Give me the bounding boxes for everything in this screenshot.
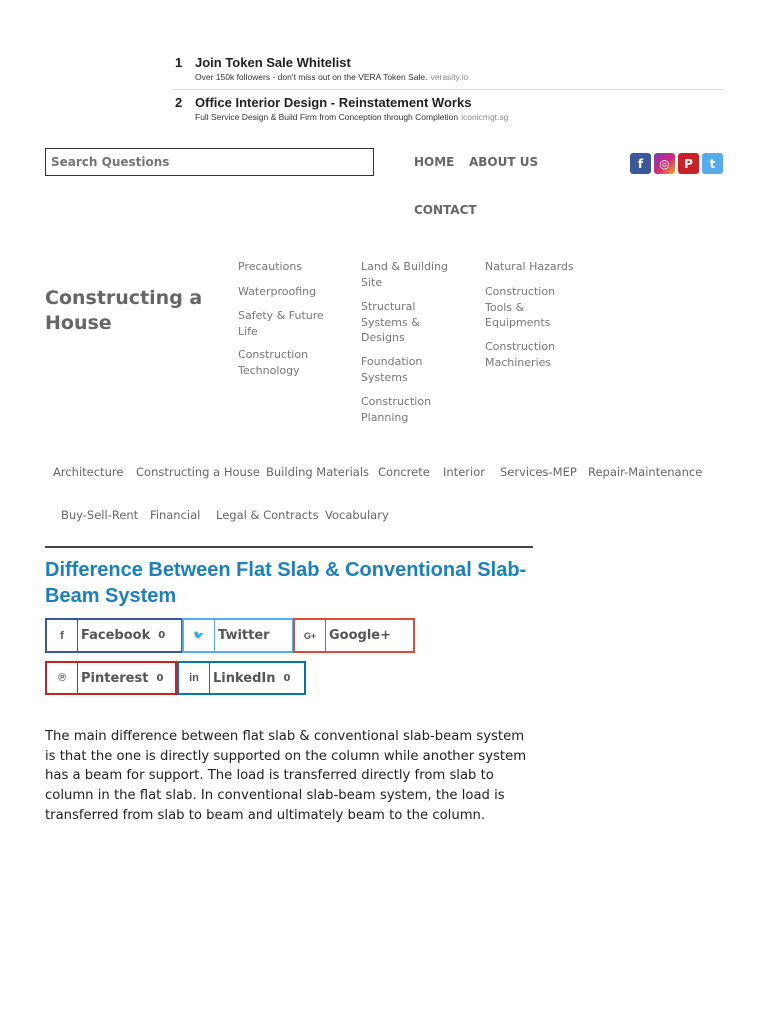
menu-architecture[interactable]: Architecture	[53, 465, 124, 479]
ad-desc-text: Over 150k followers - don't miss out on the VERA Token Sale.	[195, 72, 428, 82]
subcategory-land-building-site[interactable]: Land & Building Site	[361, 260, 449, 289]
share-linkedin-label: LinkedIn	[213, 670, 276, 686]
subcategory-foundation-systems[interactable]: Foundation Systems	[361, 355, 423, 384]
ad-description	[195, 112, 508, 122]
menu-interior[interactable]: Interior	[443, 465, 485, 479]
facebook-icon: f	[47, 620, 78, 651]
instagram-icon[interactable]: ◎	[654, 153, 675, 174]
share-twitter-label: Twitter	[218, 628, 270, 643]
search-box	[45, 148, 374, 176]
share-pinterest-label: Pinterest	[81, 670, 149, 686]
search-input[interactable]	[46, 149, 373, 175]
nav-about-us[interactable]: ABOUT US	[469, 155, 539, 169]
menu-concrete[interactable]: Concrete	[378, 465, 430, 479]
ad-description	[195, 72, 468, 82]
subcategory-construction-technology[interactable]: Construction Technology	[238, 348, 309, 377]
share-facebook-count: 0	[158, 630, 166, 641]
nav-contact[interactable]: CONTACT	[414, 203, 477, 217]
share-linkedin-count: 0	[283, 672, 291, 684]
subcategory-construction-machineries[interactable]: Construction Machineries	[485, 340, 556, 369]
facebook-icon[interactable]: f	[630, 153, 651, 174]
ad-number: 2	[175, 95, 183, 110]
subcategory-natural-hazards[interactable]: Natural Hazards	[485, 260, 574, 273]
share-google-label: Google+	[329, 628, 392, 643]
subcategory-waterproofing[interactable]: Waterproofing	[238, 285, 317, 298]
share-google-button[interactable]	[293, 618, 415, 653]
pinterest-icon[interactable]: P	[678, 153, 699, 174]
share-twitter-button[interactable]	[182, 618, 294, 653]
subcategory-construction-tools[interactable]: Construction Tools & Equipments	[485, 285, 556, 329]
share-facebook-button[interactable]	[45, 618, 183, 653]
twitter-icon[interactable]: t	[702, 153, 723, 174]
share-pinterest-count: 0	[156, 672, 164, 684]
menu-buy-sell-rent[interactable]: Buy-Sell-Rent	[61, 508, 139, 522]
subcategory-safety[interactable]: Safety & Future Life	[238, 309, 324, 338]
ad-domain-link[interactable]: verasity.io	[430, 72, 469, 82]
ad-desc-text: Full Service Design & Build Firm from Conception through Completion	[195, 112, 459, 122]
ad-title-link[interactable]: Join Token Sale Whitelist	[195, 55, 351, 70]
menu-constructing-a-house[interactable]: Constructing a House	[136, 465, 260, 479]
menu-building-materials[interactable]: Building Materials	[266, 465, 370, 479]
google-plus-icon: G+	[295, 620, 326, 651]
pinterest-icon: ℗	[47, 663, 78, 693]
linkedin-icon: in	[179, 663, 210, 693]
ad-title-link[interactable]: Office Interior Design - Reinstatement Works	[195, 95, 472, 110]
menu-financial[interactable]: Financial	[150, 508, 201, 522]
nav-home[interactable]: HOME	[414, 155, 455, 169]
ad-domain-link[interactable]: iconicmgt.sg	[461, 112, 509, 122]
article-title: Difference Between Flat Slab & Conventional Slab-Beam System	[45, 559, 527, 607]
article-body: The main difference between flat slab & conventional slab-beam system is that the one is directly supported on the column while another system has a beam for support. The load is transferred directly from slab to column in the flat slab. In conventional slab-beam system, the load is transferred from slab to beam and ultimately beam to the column.	[45, 729, 527, 823]
ad-number: 1	[175, 55, 183, 70]
menu-repair-maintenance[interactable]: Repair-Maintenance	[588, 465, 703, 479]
share-facebook-label: Facebook	[81, 628, 151, 643]
subcategory-precautions[interactable]: Precautions	[238, 260, 303, 273]
twitter-icon: 🐦	[184, 620, 215, 651]
subcategory-construction-planning[interactable]: Construction Planning	[361, 395, 432, 424]
category-title: Constructing a House	[45, 287, 203, 334]
menu-vocabulary[interactable]: Vocabulary	[325, 508, 389, 522]
ad-divider	[172, 89, 724, 90]
divider	[45, 546, 533, 548]
subcategory-structural-systems[interactable]: Structural Systems & Designs	[361, 300, 420, 344]
menu-services-mep[interactable]: Services-MEP	[500, 465, 577, 479]
menu-legal-contracts[interactable]: Legal & Contracts	[216, 508, 319, 522]
share-linkedin-button[interactable]	[177, 661, 306, 695]
share-pinterest-button[interactable]	[45, 661, 177, 695]
